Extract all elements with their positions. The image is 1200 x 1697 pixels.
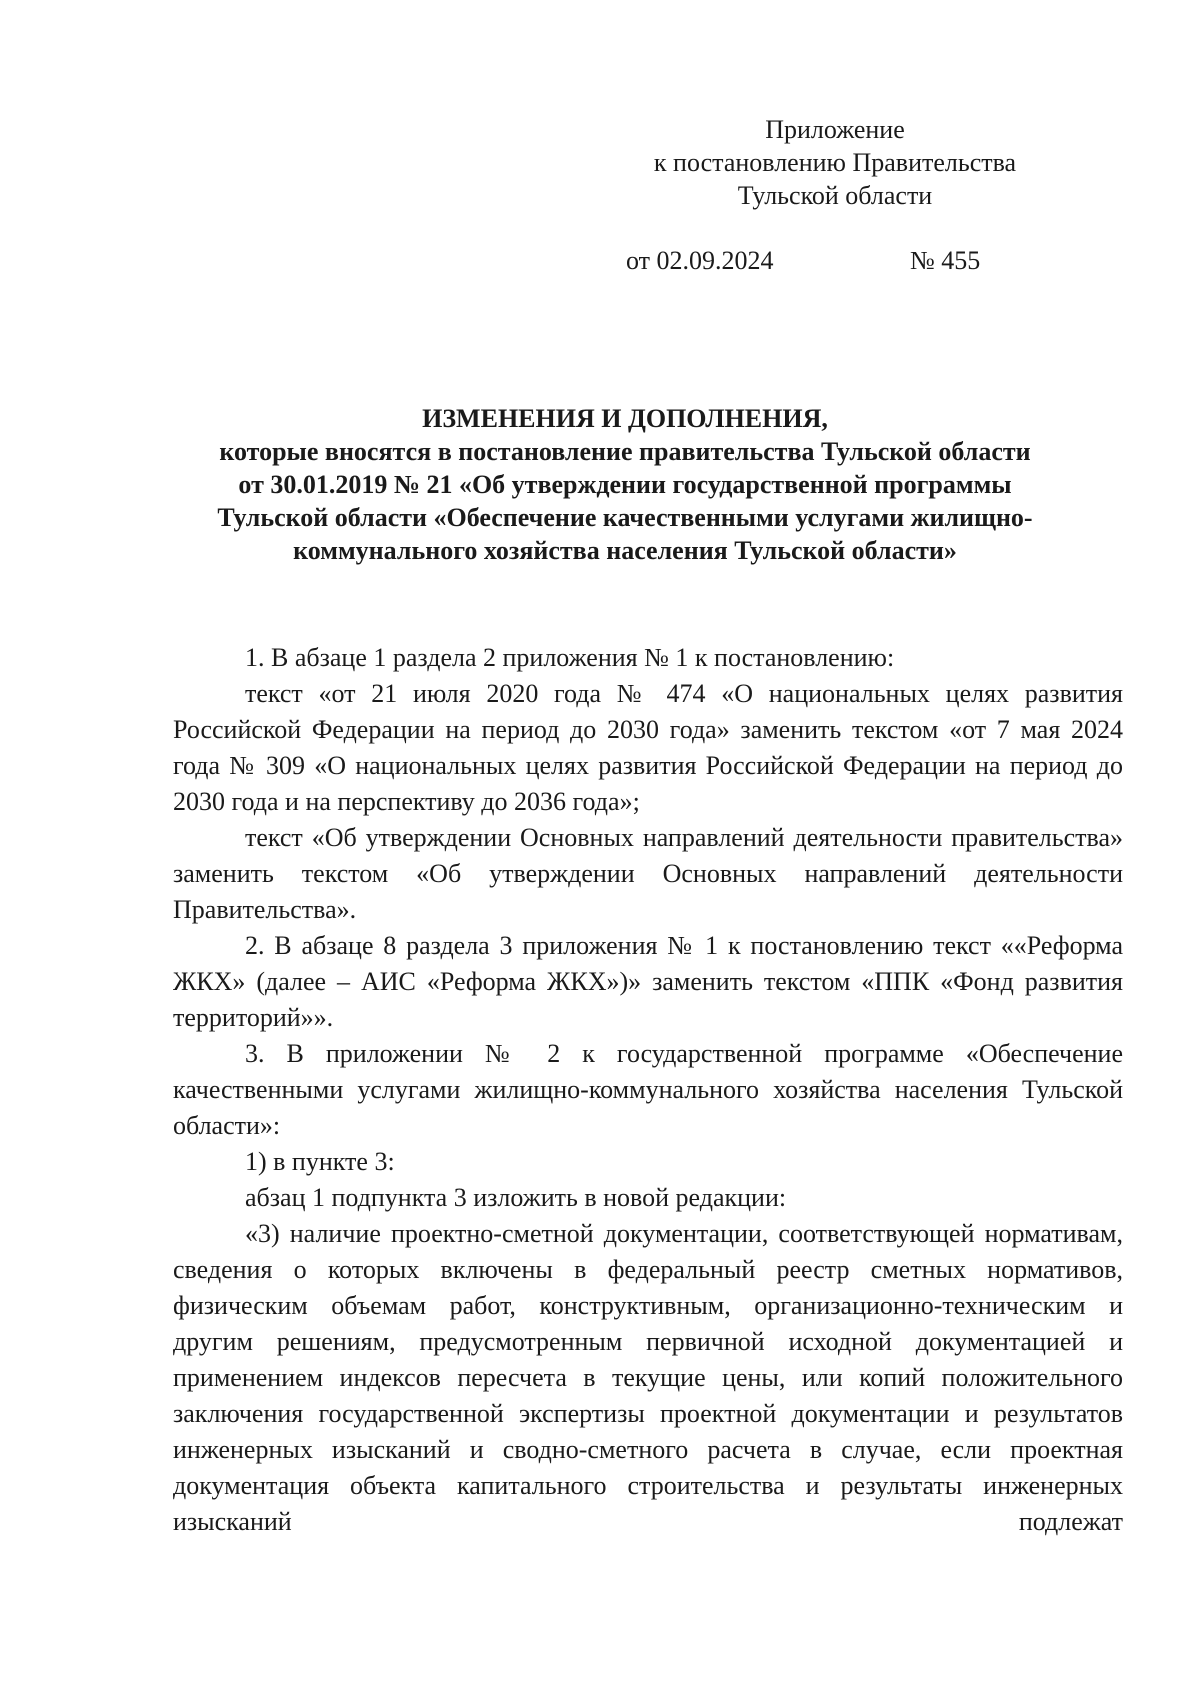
title-line: которые вносятся в постановление правительства Тульской области bbox=[219, 437, 1031, 466]
paragraph: «3) наличие проектно-сметной документации, соответствующей нормативам, сведения о которых включены в федеральный реестр сметных нормативов, физическим объемам работ, конструктивным, организационно-техническим и другим решениям, предусмотренным первичной исходной документацией и применением индексов пересчета в текущие цены, или копий положительного заключения государственной экспертизы проектной документации и результатов инженерных изысканий и сводно-сметного расчета в случае, если проектная документация объекта капитального строительства и результаты инженерных изысканий подлежат bbox=[173, 1219, 1123, 1536]
paragraph: 1) в пункте 3: bbox=[245, 1147, 395, 1176]
paragraph: 1. В абзаце 1 раздела 2 приложения № 1 к постановлению: bbox=[245, 643, 895, 672]
appendix-region: Тульской области bbox=[737, 181, 933, 210]
appendix-reference: к постановлению Правительства bbox=[653, 148, 1017, 177]
paragraph: текст «от 21 июля 2020 года № 474 «О национальных целях развития Российской Федерации на период до 2030 года» заменить текстом «от 7 мая 2024 года № 309 «О национальных целях развития Российской Федерации на период до 2030 года и на перспективу до 2036 года»; bbox=[173, 679, 1123, 816]
paragraph: 3. В приложении № 2 к государственной программе «Обеспечение качественными услугами жилищно-коммунального хозяйства населения Тульской области»: bbox=[173, 1039, 1123, 1140]
title-line: от 30.01.2019 № 21 «Об утверждении государственной программы bbox=[238, 470, 1012, 499]
appendix-header bbox=[600, 113, 1070, 212]
paragraph: абзац 1 подпункта 3 изложить в новой редакции: bbox=[245, 1183, 787, 1212]
paragraph: текст «Об утверждении Основных направлений деятельности правительства» заменить текстом «Об утверждении Основных направлений деятельности Правительства». bbox=[173, 823, 1123, 924]
document-date: от 02.09.2024 bbox=[626, 246, 774, 275]
document-body bbox=[173, 640, 1123, 1540]
appendix-label: Приложение bbox=[765, 115, 905, 144]
paragraph: 2. В абзаце 8 раздела 3 приложения № 1 к постановлению текст ««Реформа ЖКХ» (далее – АИС «Реформа ЖКХ»)» заменить текстом «ППК «Фонд развития территорий»». bbox=[173, 931, 1123, 1032]
title-line: коммунального хозяйства населения Тульской области» bbox=[293, 536, 957, 565]
title-line: Тульской области «Обеспечение качественными услугами жилищно- bbox=[217, 503, 1033, 532]
document-number: № 455 bbox=[910, 246, 981, 275]
document-title bbox=[150, 402, 1100, 567]
title-line: ИЗМЕНЕНИЯ И ДОПОЛНЕНИЯ, bbox=[422, 404, 828, 433]
